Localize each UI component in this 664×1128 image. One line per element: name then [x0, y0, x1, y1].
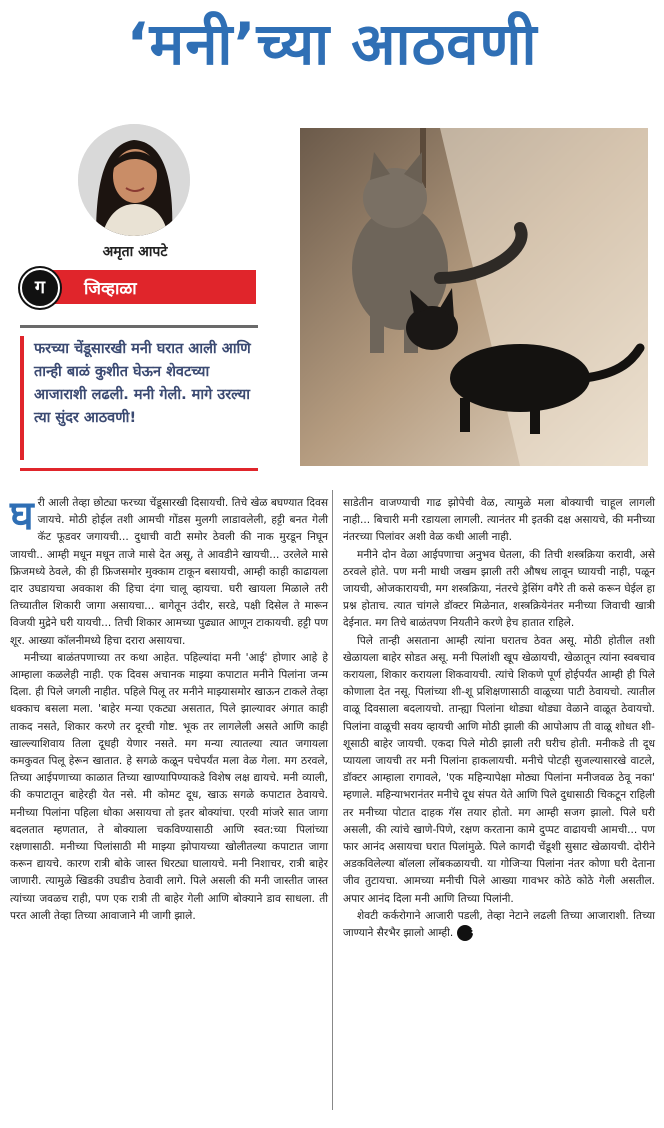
paragraph: मनीने दोन वेळा आईपणाचा अनुभव घेतला, की तिची शस्त्रक्रिया करावी, असे ठरवले होते. पण मनी माधी जखम झाली तरी औषध लावून घ्यायची नाही, पळून जायची, ओजकारायची, मग शस्त्रक्रिया, नंतरचे ड्रेसिंग वगैरे ती कसे करून घेईल हा प्रश्न होताच. त्यात चांगले डॉक्टर मिळेनात, शस्त्रक्रियेनंतर मनीच्या जिवाची खात्री देईनात. मग तिचे बाळंतपण नियतीने करणे हेच हातात राहिले. [343, 548, 655, 630]
author-name: अमृता आपटे [102, 244, 168, 260]
author-portrait-icon [78, 124, 190, 236]
column-band [44, 270, 256, 304]
paragraph: साडेतीन वाजण्याची गाढ झोपेची वेळ, त्यामुळे मला बोक्याची चाहूल लागली नाही... बिचारी मनी रडायला लागली. त्यानंतर मी इतकी दक्ष असायचे, की मनीच्या नंतरच्या पिलांवर अशी वेळ कधी आली नाही. [343, 497, 655, 544]
cats-photo-icon [300, 128, 648, 466]
article-column-1 [10, 495, 328, 925]
paragraph [343, 908, 655, 942]
column-name: जिव्हाळा [84, 279, 137, 299]
paragraph: री आली तेव्हा छोट्या फरच्या चेंडूसारखी दिसायची. तिचे खेळ बघण्यात दिवस जायचे. मोठी होईल तशी आमची गोंडस मुलगी लाडावलेली, हट्टी बनत गेली कॅट फूडवर जगायची... दुधाची वाटी समोर ठेवली की नाक मुरडून निघून जायची.. आम्ही मधून मधून ताजे मासे देत असू, ते आवडीने खायची... उरलेले मासे फ्रिजमध्ये ठेवले, की ही फ्रिजसमोर मुक्काम टाकून बसायची, आम्ही काही काढायला दार उघडायचा अवकाश की हिचा दंगा चालू व्हायचा. घरी खायला मिळाले तरी तिच्यातील शिकारी जागा असायचा... बागेतून उंदीर, सरडे, पक्षी दिसेल ते मारून विजयी मुद्रेने घरी यायची... तिची शिकार आमच्या पुढ्यात आणून टाकायची. हट्टी पण शूर. आख्या कॉलनीमध्ये हिचा दरारा असायचा. [10, 497, 328, 647]
lead-bar [20, 336, 24, 460]
dropcap: घ [10, 493, 34, 539]
column-rule [332, 490, 333, 1110]
headline: ‘मनी’च्या आठवणी [126, 10, 538, 78]
paragraph: मनीच्या बाळंतपणाच्या तर कथा आहेत. पहिल्यांदा मनी 'आई' होणार आहे हे आम्हाला कळलेही नाही. एक दिवस अचानक माझ्या कपाटात मनीने पिलांना जन्म दिला. ही पिले जगली नाहीत. पहिले पिलू तर मनीने माझ्यासमोर खाऊन टाकले तेव्हा धक्काच बसला मला. 'बाहेर मन्या एकट्या असतात, पिले झाल्यावर अंगात काही ताकद नसते, शिकार करणे तर दूरची गोष्ट. भूक तर लागलेली असते आणि काही खाल्ल्याशिवाय तिला दूधही येणार नसते. मग मन्या त्यातल्या त्यात जगायला कमकुवत पिलू हेरून खातात. हे सगळे कळून पचेपर्यंत मला वेळ गेला. मग ठरवले, तिच्या आईपणाच्या काळात तिच्या खाण्यापिण्याकडे विशेष लक्ष द्यायचे. मनी व्याली, की कपाटातून बाहेरही येत नसे. मी कोमट दूध, खाऊ सगळे कपाटात ठेवायचे. मनीच्या पिलांना पहिला धोका असायचा तो इतर बोक्यांचा. एरवी मांजरे सात जागा बदलतात म्हणतात, ते बोक्याला चकविण्यासाठी आणि स्वत:च्या पिलांच्या रक्षणासाठी. मनीच्या पिलांसाठी मी माझ्या झोपायच्या खोलीतल्या कपाटात जागा करून द्यायचे. कारण रात्री बोके जास्त धिरट्या घालायचे. मनी निशाचर, रात्री बाहेर जाणारी. त्यामुळे खिडकी उघडीच ठेवावी लागे. पिले असली की मनी जास्तीत जास्त त्यांच्या जवळच राही, पण एक रात्री ती बाहेर गेली आणि बोक्याने डाव साधला. ती परत आली तेव्हा तिच्या आवाजाने मी जागी झाले. [10, 651, 328, 922]
closing-text: शेवटी कर्करोगाने आजारी पडली, तेव्हा नेटाने लढली तिच्या आजाराशी. तिच्या जाण्याने सैरभैर झालो आम्ही. [343, 909, 655, 940]
author-photo [78, 124, 190, 236]
column-logo: ग [20, 268, 60, 308]
lead-text: फरच्या चेंडूसारखी मनी घरात आली आणि तान्ही बाळं कुशीत घेऊन शेवटच्या आजाराशी लढली. मनी गेली. मागे उरल्या त्या सुंदर आठवणी! [34, 341, 251, 426]
lead-box [20, 325, 258, 471]
kittens-photo [300, 128, 648, 466]
paragraph: पिले तान्ही असताना आम्ही त्यांना घरातच ठेवत असू. मोठी होतील तशी खेळायला बाहेर सोडत असू. मनी पिलांशी खूप खेळायची, खेळातून त्यांना स्वबचाव करायला, शिकार करायला शिकवायची. त्यांचे शिकणे पूर्ण होईपर्यंत आम्ही ही पिले कोणाला देत नसू. पिलांच्या शी-शू प्रशिक्षणासाठी वाळूच्या पाटी ठेवायचो. त्यातील वाळू दिवसाला बदलायचो. तान्ह्या पिलांना थोड्या थोड्या वेळाने वाळूत ठेवायचो. पिलांना वाळूची सवय व्हायची आणि मोठी झाली की आपोआप ती वाळू शोधत शी-शूसाठी बाहेर जायची. एकदा पिले मोठी झाली तरी घरीच होती. मनीकडे ती दूध प्यायला जायची तर मनी पिलांना हाकलायची. मनीचे पोटही सुजल्यासारखे वाटले, डॉक्टर आम्हाला रागावले, 'एक महिन्यापेक्षा मोठ्या पिलांना मनीजवळ ठेवू नका' म्हणाले. महिन्याभरानंतर मनीचे दूध संपत येते आणि पिले दुधासाठी चिकटून राहिली तर मनीच्या पोटात दाहक गॅस तयार होतो. मग आम्ही सजग झालो. पिले घरी असली, की त्यांचे खाणे-पिणे, रक्षण करताना कामे दुप्पट वाढायची आमची... पण फार आनंद असायचा घरात पिलांमुळे. पिले कागदी चेंडूशी सुसाट खेळायची. दोरीने अडकविलेल्या बॉलला लोंबकळायची. या गोजिऱ्या पिलांना नंतर कोणा घरी देताना जीव तुटायचा. आमच्या मनीची पिले आख्या गावभर कोठे कोठे गेली असतील. अपार आनंद दिला मनी आणि तिच्या पिलांनी. [343, 634, 655, 905]
end-mark: ग [457, 925, 473, 941]
article-column-2 [343, 495, 655, 942]
